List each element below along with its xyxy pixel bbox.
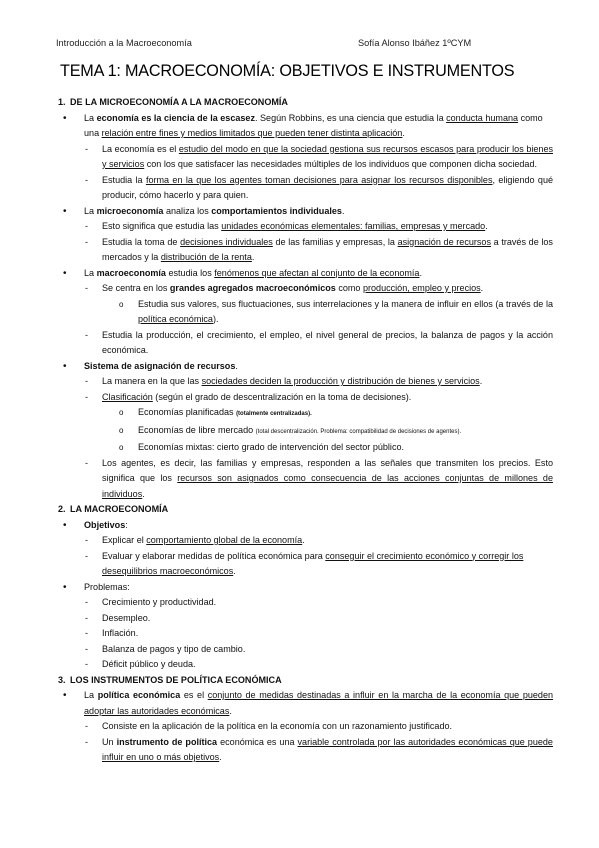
bullet-item <box>58 204 553 220</box>
dash-item <box>58 235 553 266</box>
section-title: LOS INSTRUMENTOS DE POLÍTICA ECONÓMICA <box>70 674 282 685</box>
bullet-item <box>58 266 553 282</box>
text: Esto significa que estudia las <box>102 221 222 231</box>
dash-item: - Estudia la producción, el crecimiento, el empleo, el nivel general de precios, la balanza de pagos y la acción económica. <box>58 328 553 359</box>
header-course: Introducción a la Macroeconomía <box>56 38 192 48</box>
section-number: 1. <box>58 97 66 107</box>
underlined-text: conseguir el crecimiento económico y corregir los desequilibrios macroeconómicos <box>102 550 524 576</box>
bullet-item: • Problemas: <box>58 580 553 596</box>
dash-item: - Desempleo. <box>58 611 553 627</box>
text: Estudia la toma de <box>102 236 181 247</box>
sub-bullet-item: o Economías mixtas: cierto grado de intervención del sector público. <box>58 440 553 456</box>
text: . <box>302 535 305 545</box>
text: . <box>485 221 488 231</box>
text: Estudia la <box>102 174 146 185</box>
section-heading-1 <box>58 95 553 111</box>
section-number: 3. <box>58 674 66 685</box>
sub-bullet-item <box>58 405 553 423</box>
text: . <box>419 267 422 278</box>
underlined-text: fenómenos que afectan al conjunto de la economía <box>214 267 420 278</box>
text: . <box>402 128 405 138</box>
bold-text: macroeconomía <box>96 267 166 278</box>
dash-item: - Crecimiento y productividad. <box>58 595 553 611</box>
bold-text: Objetivos <box>84 519 126 530</box>
section-heading-2 <box>58 502 553 518</box>
text: es el <box>180 690 208 700</box>
text: La <box>84 267 97 278</box>
text: . <box>480 283 484 293</box>
dash-item: - Déficit público y deuda. <box>58 657 553 673</box>
underlined-text: conjunto de medidas destinadas a influir en la marcha de la economía que pueden adoptar las autoridades económicas <box>84 690 554 716</box>
bold-text: grandes agregados macroeconómicos <box>169 283 336 293</box>
text: Estudia sus valores, sus fluctuaciones, sus interrelaciones y la manera de influir en ellos (a través de la <box>138 298 553 309</box>
section-heading-3 <box>58 673 553 689</box>
dash-item <box>58 374 553 390</box>
bold-text: comportamientos individuales <box>211 205 342 216</box>
underlined-text: distribución de la renta <box>160 252 252 262</box>
text: como <box>335 283 363 293</box>
text: Economías de libre mercado <box>138 424 256 435</box>
underlined-text: recursos son asignados como consecuencia de las acciones conjuntas de millones de individuos <box>102 473 553 499</box>
text: Los agentes, es decir, las familias y empresas, responden a las señales que transmiten los precios. Esto significa que los <box>102 457 553 483</box>
dash-item <box>58 281 553 297</box>
text: como una <box>84 112 543 138</box>
underlined-text: política económica <box>138 314 213 324</box>
bullet-item <box>58 518 553 534</box>
dash-item <box>58 219 553 235</box>
text: Economías planificadas <box>138 407 237 417</box>
bold-text: Sistema de asignación de recursos <box>84 360 236 371</box>
dash-item <box>58 390 553 406</box>
sub-bullet-item <box>58 297 553 328</box>
dash-item: - Balanza de pagos y tipo de cambio. <box>58 642 553 658</box>
underlined-text: forma en la que los agentes toman decisiones para asignar los recursos disponibles <box>145 174 493 185</box>
dash-item: - Inflación. <box>58 626 553 642</box>
dash-item: - Consiste en la aplicación de la política en la economía con un razonamiento justificado. <box>58 719 553 735</box>
underlined-text: estudio del modo en que la sociedad gestiona sus recursos escasos para producir los bienes y servicios <box>102 143 553 169</box>
text: (según el grado de descentralización en la toma de decisiones). <box>152 391 412 402</box>
small-text: (total descentralización. Problema: compatibilidad de decisiones de agentes). <box>255 428 462 435</box>
underlined-text: Clasificación <box>102 391 153 402</box>
text: La <box>84 205 97 216</box>
text: . <box>235 360 238 371</box>
text: . <box>233 566 236 576</box>
underlined-text: asignación de recursos <box>397 236 491 247</box>
text: La <box>84 112 97 123</box>
underlined-text: relación entre fines y medios limitados que pueden tener distinta aplicación <box>101 128 403 138</box>
text: . Según Robbins, es una ciencia que estudia la <box>255 112 447 123</box>
dash-item <box>58 735 553 766</box>
text: estudia los <box>165 267 215 278</box>
underlined-text: sociedades deciden la producción y distribución de bienes y servicios <box>201 376 480 386</box>
dash-item <box>58 549 553 580</box>
text: . <box>142 488 145 499</box>
underlined-text: conducta humana <box>446 112 519 123</box>
section-number: 2. <box>58 504 66 514</box>
bullet-item <box>58 359 553 375</box>
page-title: TEMA 1: MACROECONOMÍA: OBJETIVOS E INSTRUMENTOS <box>60 62 515 80</box>
document-body <box>58 95 553 766</box>
text: económica es una <box>217 736 298 747</box>
text: Un <box>102 736 117 747</box>
text: La <box>84 690 98 700</box>
dash-item <box>58 533 553 549</box>
text: con los que satisfacer las necesidades múltiples de los individuos que componen dicha sociedad. <box>144 159 538 169</box>
dash-item <box>58 173 553 204</box>
bullet-item <box>58 111 553 142</box>
text: Se centra en los <box>102 283 170 293</box>
text: ). <box>212 314 219 324</box>
text: Explicar el <box>102 535 147 545</box>
text: La manera en la que las <box>102 376 202 386</box>
text: de las familias y empresas, la <box>272 236 398 247</box>
text: . <box>219 752 222 762</box>
underlined-text: producción, empleo y precios <box>362 283 481 293</box>
bold-text: política económica <box>97 690 181 700</box>
bullet-item <box>58 688 553 719</box>
text: . <box>341 205 345 216</box>
underlined-text: variable controlada por las autoridades económicas que puede influir en uno o más objetivos <box>102 736 553 762</box>
bold-text: economía es la ciencia de la escasez <box>96 112 255 123</box>
dash-item <box>58 142 553 173</box>
text: La economía es el <box>102 143 179 154</box>
sub-bullet-item <box>58 423 553 441</box>
section-title: LA MACROECONOMÍA <box>70 504 169 514</box>
small-bold-text: (totalmente centralizadas). <box>236 411 312 417</box>
bold-text: microeconomía <box>96 205 164 216</box>
section-title: DE LA MICROECONOMÍA A LA MACROECONOMÍA <box>70 97 288 107</box>
underlined-text: unidades económicas elementales: familias, empresas y mercado <box>221 221 486 231</box>
text: a través de los mercados y la <box>102 236 553 262</box>
text: , eligiendo qué producir, cómo hacerlo y para quien. <box>102 174 554 200</box>
header-author: Sofía Alonso Ibáñez 1ºCYM <box>358 38 472 48</box>
text: analiza los <box>163 205 212 216</box>
bold-text: instrumento de política <box>116 736 218 747</box>
text: . <box>251 252 255 262</box>
underlined-text: decisiones individuales <box>180 236 273 247</box>
text: : <box>125 519 128 530</box>
text: Evaluar y elaborar medidas de política económica para <box>102 550 326 561</box>
text: . <box>479 376 483 386</box>
text: . <box>229 705 232 716</box>
underlined-text: comportamiento global de la economía <box>146 535 303 545</box>
dash-item <box>58 456 553 503</box>
